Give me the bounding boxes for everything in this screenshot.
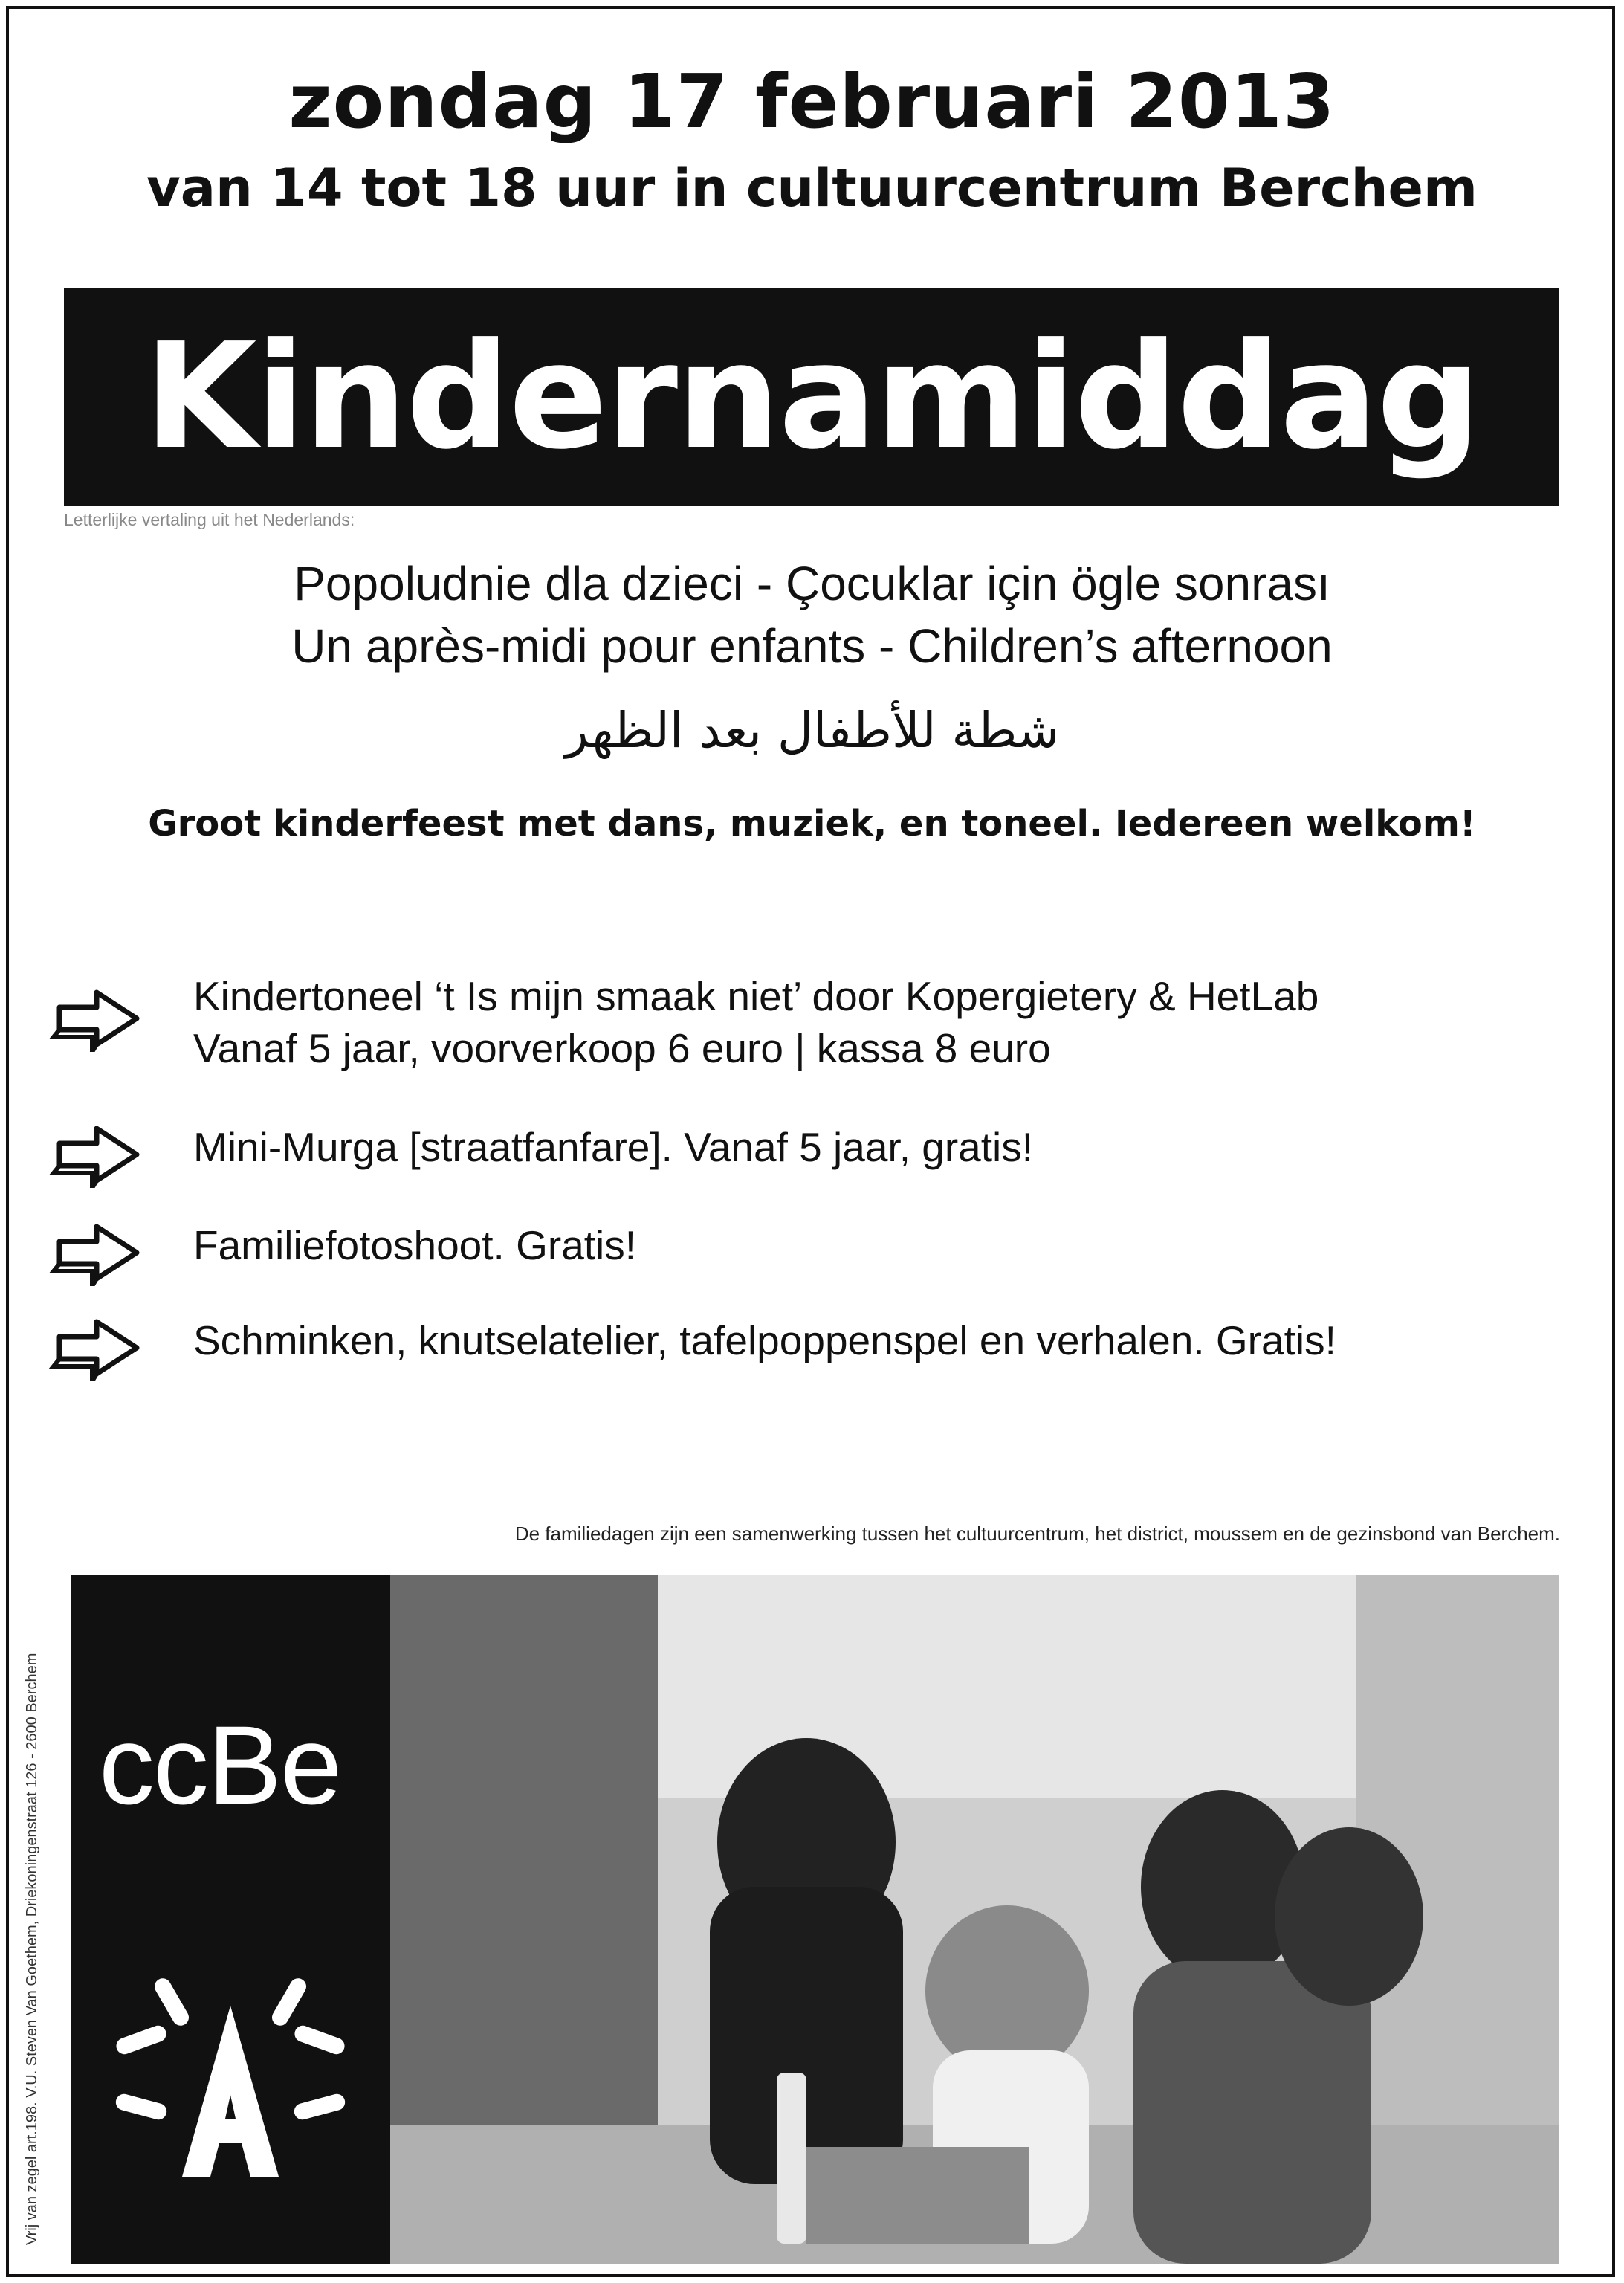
program-item-text: Schminken, knutselatelier, tafelpoppenspel en verhalen. Gratis! <box>193 1317 1336 1363</box>
ccbe-logo: ccBe <box>99 1702 341 1827</box>
children-photo <box>390 1575 1559 2264</box>
translation-note: Letterlijke vertaling uit het Nederlands: <box>64 510 355 529</box>
event-time-place: van 14 tot 18 uur in cultuurcentrum Berchem <box>146 158 1478 219</box>
headline: Groot kinderfeest met dans, muziek, en toneel. Iedereen welkom! <box>148 803 1476 845</box>
translation-line: Un après-midi pour enfants - Children’s afternoon <box>291 619 1333 673</box>
program-item-line: Vanaf 5 jaar, voorverkoop 6 euro | kassa 8 euro <box>193 1025 1051 1071</box>
title-banner <box>64 288 1559 506</box>
credits-text: De familiedagen zijn een samenwerking tussen het cultuurcentrum, het district, moussem en de gezinsbond van Berchem. <box>514 1522 1560 1545</box>
translation-line: Popoludnie dla dzieci - Çocuklar için ögle sonrası <box>294 557 1330 610</box>
translation-arabic: شطة للأطفال بعد الظهر <box>564 702 1060 759</box>
arrow-right-icon <box>49 985 147 1052</box>
event-date: zondag 17 februari 2013 <box>288 58 1336 145</box>
arrow-right-icon <box>49 1314 147 1381</box>
program-item-line: Kindertoneel ‘t Is mijn smaak niet’ door Kopergietery & HetLab <box>193 973 1319 1019</box>
poster-title: Kindernamiddag <box>143 312 1480 482</box>
arrow-right-icon <box>49 1121 147 1188</box>
program-item-text: Mini-Murga [straatfanfare]. Vanaf 5 jaar, gratis! <box>193 1124 1034 1170</box>
program-item-text <box>193 970 1319 1074</box>
program-item-text: Familiefotoshoot. Gratis! <box>193 1222 637 1268</box>
arrow-right-icon <box>49 1219 147 1286</box>
legal-side-text: Vrij van zegel art.198. V.U. Steven Van Goethem, Driekoningenstraat 126 - 2600 Berchem <box>24 1653 40 2245</box>
logo-panel <box>71 1575 390 2264</box>
antwerpen-a-logo <box>93 1954 368 2199</box>
